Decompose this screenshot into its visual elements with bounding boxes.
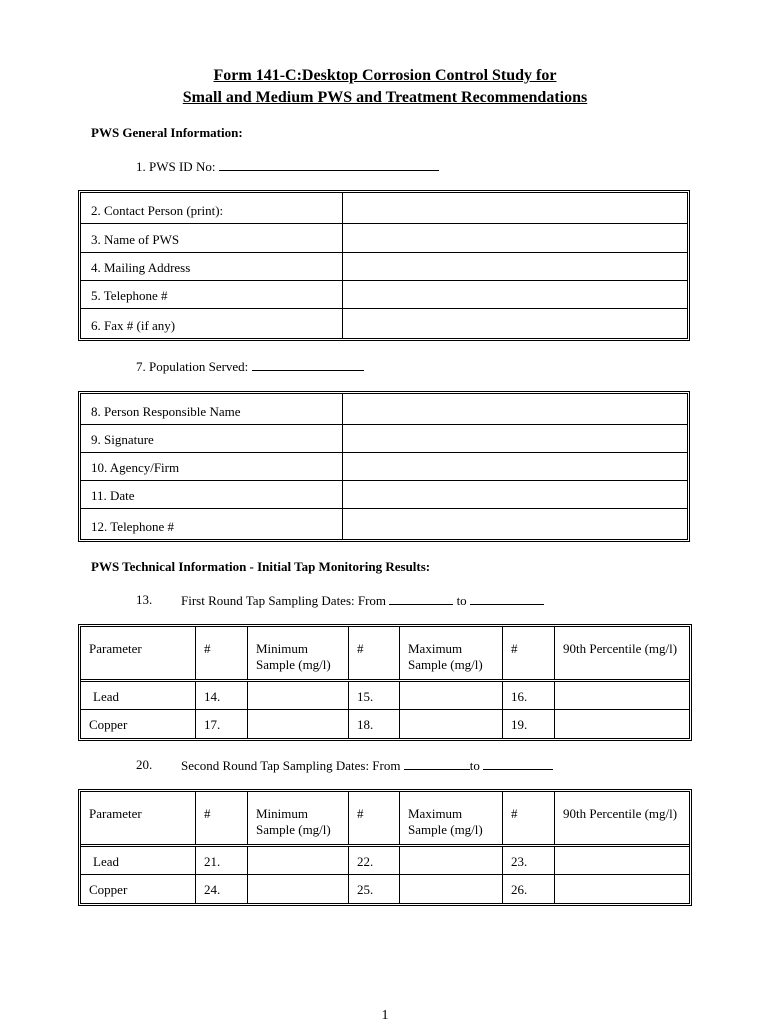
lead-max-input[interactable] [399, 682, 502, 709]
lead-max-input[interactable] [399, 847, 502, 874]
header-minimum: Minimum Sample (mg/l) [247, 792, 348, 844]
telephone-input[interactable] [343, 281, 687, 308]
technical-info-heading: PWS Technical Information - Initial Tap Monitoring Results: [91, 559, 431, 574]
param-cell: Lead [93, 689, 119, 704]
responsible-row [81, 394, 687, 424]
item-number: 18. [348, 710, 399, 738]
responsible-row-label: 10. Agency/Firm [81, 453, 343, 480]
responsible-name-input[interactable] [343, 394, 687, 424]
item-number: 16. [502, 682, 554, 709]
pws-id-label: 1. PWS ID No: [136, 159, 216, 174]
round2-to-label: to [469, 758, 480, 773]
contact-row-label: 3. Name of PWS [81, 224, 343, 252]
item-number: 24. [195, 875, 247, 903]
table-row [81, 679, 689, 709]
pws-name-input[interactable] [343, 224, 687, 252]
header-number: # [195, 627, 247, 679]
responsible-row-label: 8. Person Responsible Name [81, 394, 343, 424]
agency-input[interactable] [343, 453, 687, 480]
responsible-row-label: 9. Signature [81, 425, 343, 452]
header-maximum: Maximum Sample (mg/l) [399, 792, 502, 844]
contact-info-box [78, 190, 690, 341]
param-cell: Copper [89, 882, 128, 897]
item-number: 25. [348, 875, 399, 903]
item-number: 26. [502, 875, 554, 903]
header-90th-percentile: 90th Percentile (mg/l) [554, 792, 689, 844]
table-header-row [81, 627, 689, 679]
header-minimum: Minimum Sample (mg/l) [247, 627, 348, 679]
round1-from-blank[interactable] [389, 592, 453, 605]
header-number: # [195, 792, 247, 844]
contact-row [81, 308, 687, 338]
contact-row-label: 6. Fax # (if any) [81, 309, 343, 338]
header-number: # [348, 792, 399, 844]
copper-max-input[interactable] [399, 875, 502, 903]
form-title-line2: Small and Medium PWS and Treatment Recommendations [182, 89, 588, 106]
round1-dates-field[interactable] [181, 592, 544, 609]
lead-min-input[interactable] [247, 682, 348, 709]
item-number: 22. [348, 847, 399, 874]
contact-row-label: 2. Contact Person (print): [81, 193, 343, 223]
copper-max-input[interactable] [399, 710, 502, 738]
item-number: 15. [348, 682, 399, 709]
copper-min-input[interactable] [247, 875, 348, 903]
header-parameter: Parameter [89, 806, 142, 821]
header-number: # [502, 627, 554, 679]
header-maximum: Maximum Sample (mg/l) [399, 627, 502, 679]
round1-number: 13. [136, 592, 153, 607]
param-cell: Copper [89, 717, 128, 732]
contact-person-input[interactable] [343, 193, 687, 223]
round2-from-blank[interactable] [404, 757, 470, 770]
header-number: # [348, 627, 399, 679]
population-label: 7. Population Served: [136, 359, 249, 374]
round2-number: 20. [136, 757, 153, 772]
round1-to-blank[interactable] [470, 592, 544, 605]
pws-id-blank[interactable] [219, 158, 439, 171]
general-info-heading: PWS General Information: [91, 125, 243, 140]
responsible-row-label: 11. Date [81, 481, 343, 508]
table-row [81, 844, 689, 874]
contact-row-label: 5. Telephone # [81, 281, 343, 308]
responsible-telephone-input[interactable] [343, 509, 687, 539]
population-field[interactable] [136, 358, 364, 375]
copper-min-input[interactable] [247, 710, 348, 738]
pws-id-field[interactable] [136, 158, 439, 175]
header-parameter: Parameter [89, 641, 142, 656]
round1-dates [136, 592, 152, 608]
table-header-row [81, 792, 689, 844]
lead-min-input[interactable] [247, 847, 348, 874]
contact-row [81, 193, 687, 223]
signature-input[interactable] [343, 425, 687, 452]
population-blank[interactable] [252, 358, 364, 371]
header-90th-percentile: 90th Percentile (mg/l) [554, 627, 689, 679]
round2-dates-field[interactable] [181, 757, 553, 774]
responsible-row-label: 12. Telephone # [81, 509, 343, 539]
round2-results-table [78, 789, 692, 906]
round2-label: Second Round Tap Sampling Dates: From [181, 758, 401, 773]
responsible-info-box [78, 391, 690, 542]
lead-90th-input[interactable] [554, 682, 689, 709]
item-number: 17. [195, 710, 247, 738]
form-title-line1: Form 141-C:Desktop Corrosion Control Study for [213, 67, 557, 84]
contact-row [81, 223, 687, 252]
round1-label: First Round Tap Sampling Dates: From [181, 593, 387, 608]
table-row [81, 874, 689, 903]
round1-results-table [78, 624, 692, 741]
round1-to-label: to [456, 593, 467, 608]
responsible-row [81, 452, 687, 480]
copper-90th-input[interactable] [554, 875, 689, 903]
item-number: 14. [195, 682, 247, 709]
responsible-row [81, 424, 687, 452]
header-number: # [502, 792, 554, 844]
item-number: 21. [195, 847, 247, 874]
date-input[interactable] [343, 481, 687, 508]
lead-90th-input[interactable] [554, 847, 689, 874]
fax-input[interactable] [343, 309, 687, 338]
mailing-address-input[interactable] [343, 253, 687, 280]
page-number: 1 [381, 1008, 389, 1023]
contact-row-label: 4. Mailing Address [81, 253, 343, 280]
item-number: 23. [502, 847, 554, 874]
round2-dates [136, 757, 152, 773]
contact-row [81, 252, 687, 280]
responsible-row [81, 508, 687, 539]
param-cell: Lead [93, 854, 119, 869]
responsible-row [81, 480, 687, 508]
table-row [81, 709, 689, 738]
item-number: 19. [502, 710, 554, 738]
contact-row [81, 280, 687, 308]
round2-to-blank[interactable] [483, 757, 553, 770]
copper-90th-input[interactable] [554, 710, 689, 738]
